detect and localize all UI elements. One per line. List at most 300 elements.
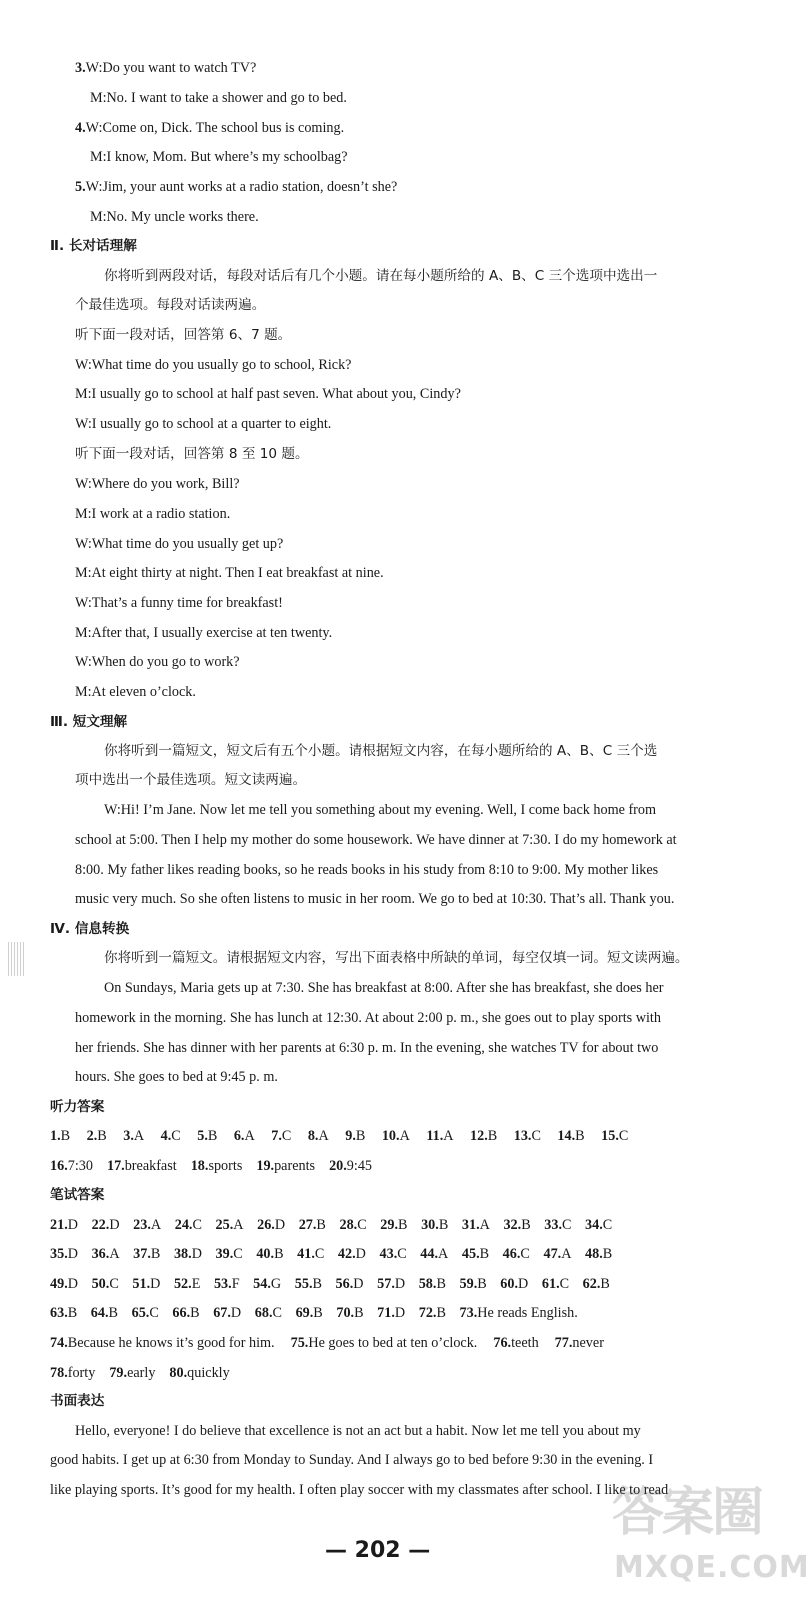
answer-number: 44.	[420, 1246, 439, 1262]
dialog-2-line: M:After that, I usually exercise at ten twenty.	[75, 625, 333, 641]
answer-value: B	[190, 1305, 200, 1321]
listening-answers-heading: 听力答案	[50, 1099, 105, 1115]
answer-item	[174, 1246, 202, 1262]
answer-number: 69.	[295, 1305, 314, 1321]
answer-item	[191, 1158, 243, 1174]
answer-value: 7:30	[67, 1158, 93, 1174]
answer-value: D	[355, 1246, 366, 1262]
answer-value: C	[520, 1246, 530, 1262]
writing-line: like playing sports. It’s good for my health. I often play soccer with my classmates after school. I like to read	[50, 1482, 669, 1498]
answer-number: 30.	[421, 1217, 439, 1233]
answer-item	[50, 1305, 77, 1321]
answer-value: D	[394, 1305, 406, 1321]
answer-number: 55.	[294, 1276, 313, 1292]
dialog-2-line: W:That’s a funny time for breakfast!	[75, 595, 283, 611]
answer-value: B	[60, 1128, 71, 1144]
answer-number: 12.	[470, 1128, 488, 1144]
answer-item	[216, 1246, 243, 1262]
answer-item	[107, 1158, 177, 1174]
answer-value: D	[67, 1217, 78, 1233]
answer-value: B	[97, 1128, 107, 1144]
answer-item	[87, 1128, 107, 1144]
answer-value: early	[127, 1365, 156, 1381]
watermark-logo	[612, 1470, 810, 1598]
answer-number: 22.	[91, 1217, 110, 1233]
answer-value: B	[600, 1276, 610, 1292]
answer-value: B	[438, 1217, 449, 1233]
answer-item	[555, 1335, 604, 1351]
dialog-text: M:No. I want to take a shower and go to bed.	[90, 90, 347, 106]
answer-value: He goes to bed at ten o’clock.	[308, 1335, 478, 1351]
answer-number: 20.	[329, 1158, 347, 1174]
answer-item	[585, 1246, 612, 1262]
answer-value: E	[191, 1276, 201, 1292]
answer-item	[109, 1365, 155, 1381]
answer-value: C	[618, 1128, 629, 1144]
answer-number: 13.	[513, 1128, 532, 1144]
answer-item	[172, 1305, 199, 1321]
answer-value: G	[270, 1276, 282, 1292]
answer-value: B	[354, 1305, 364, 1321]
answer-number: 7.	[271, 1128, 282, 1144]
dialog-2-line: M:At eight thirty at night. Then I eat breakfast at nine.	[75, 565, 384, 581]
dialog-1-line: M:I usually go to school at half past seven. What about you, Cindy?	[75, 386, 461, 402]
answer-item	[380, 1246, 407, 1262]
answer-number: 24.	[174, 1217, 193, 1233]
answer-value: B	[312, 1276, 322, 1292]
answer-number: 72.	[418, 1305, 437, 1321]
answer-value: B	[436, 1305, 446, 1321]
dialog-text: M:No. My uncle works there.	[90, 209, 259, 225]
answer-item	[295, 1276, 322, 1292]
answer-number: 21.	[50, 1217, 68, 1233]
answer-value: B	[487, 1128, 498, 1144]
answer-item	[255, 1305, 282, 1321]
answer-number: 57.	[377, 1276, 395, 1292]
answer-number: 60.	[500, 1276, 519, 1292]
answer-value: D	[518, 1276, 529, 1292]
answer-item	[493, 1335, 538, 1351]
dialog-5-w	[75, 178, 397, 196]
answer-item	[169, 1365, 229, 1381]
answer-number: 1.	[50, 1128, 61, 1144]
dialog-2-intro: 听下面一段对话，回答第 8 至 10 题。	[75, 446, 309, 462]
answer-item	[50, 1158, 93, 1174]
answer-number: 58.	[418, 1276, 437, 1292]
dialog-2-line: W:Where do you work, Bill?	[75, 476, 240, 492]
dialog-3-m	[90, 89, 347, 107]
answer-number: 3.	[123, 1128, 134, 1144]
scan-artifact	[8, 942, 24, 976]
answer-value: D	[353, 1276, 364, 1292]
answer-value: C	[281, 1128, 292, 1144]
answer-item	[92, 1276, 119, 1292]
answer-number: 34.	[585, 1217, 603, 1233]
answer-item	[339, 1217, 366, 1233]
answer-value: B	[274, 1246, 284, 1262]
answer-number: 14.	[557, 1128, 576, 1144]
answer-value: teeth	[511, 1335, 539, 1351]
answer-row	[50, 1334, 620, 1352]
answer-number: 46.	[502, 1246, 521, 1262]
section-4-passage-line: homework in the morning. She has lunch at 12:30. At about 2:00 p. m., she goes out to play sports with	[75, 1010, 661, 1026]
answer-item	[419, 1276, 446, 1292]
answer-number: 10.	[381, 1128, 400, 1144]
answer-item	[585, 1217, 612, 1233]
answer-item	[544, 1217, 571, 1233]
answer-number: 28.	[339, 1217, 358, 1233]
section-4-passage-line: On Sundays, Maria gets up at 7:30. She has breakfast at 8:00. After she has breakfast, she does her	[104, 980, 664, 996]
answer-item	[382, 1128, 410, 1144]
answer-value: A	[479, 1217, 490, 1233]
answer-value: B	[207, 1128, 218, 1144]
answer-item	[514, 1128, 541, 1144]
answer-value: B	[67, 1305, 78, 1321]
answer-item	[271, 1128, 291, 1144]
answer-value: C	[561, 1217, 572, 1233]
section-3-instruction-1: 你将听到一篇短文，短文后有五个小题。请根据短文内容，在每小题所给的 A、B、C 三个选	[104, 743, 658, 759]
answer-number: 9.	[345, 1128, 356, 1144]
answer-item	[419, 1305, 446, 1321]
answer-item	[214, 1276, 240, 1292]
answer-item	[503, 1246, 530, 1262]
answer-value: parents	[274, 1158, 316, 1174]
answer-item	[296, 1305, 323, 1321]
answer-number: 73.	[459, 1305, 478, 1321]
answer-value: D	[67, 1246, 78, 1262]
answer-row	[50, 1216, 626, 1234]
answer-value: B	[108, 1305, 118, 1321]
answer-number: 26.	[257, 1217, 275, 1233]
answer-number: 61.	[541, 1276, 560, 1292]
answer-number: 15.	[601, 1128, 619, 1144]
answer-number: 8.	[307, 1128, 319, 1144]
section-2-heading: Ⅱ. 长对话理解	[50, 238, 137, 254]
answer-number: 75.	[290, 1335, 309, 1351]
answer-item	[92, 1217, 120, 1233]
answer-row	[50, 1364, 244, 1382]
page-number: — 202 —	[325, 1538, 431, 1563]
answer-item	[380, 1217, 407, 1233]
answer-item	[377, 1276, 405, 1292]
answer-item	[503, 1217, 530, 1233]
answer-item	[291, 1335, 478, 1351]
answer-number: 6.	[233, 1128, 245, 1144]
answer-number: 27.	[298, 1217, 317, 1233]
answer-row	[50, 1245, 626, 1263]
answer-value: D	[191, 1246, 202, 1262]
answer-value: Because he knows it’s good for him.	[67, 1335, 275, 1351]
answer-item	[123, 1128, 144, 1144]
answer-item	[421, 1217, 448, 1233]
answer-item	[601, 1128, 628, 1144]
answer-value: D	[230, 1305, 242, 1321]
answer-value: C	[109, 1276, 119, 1292]
answer-value: B	[150, 1246, 161, 1262]
answer-item	[462, 1246, 489, 1262]
answer-item	[50, 1128, 70, 1144]
answer-number: 66.	[172, 1305, 191, 1321]
answer-item	[460, 1305, 578, 1321]
section-3-passage-line: W:Hi! I’m Jane. Now let me tell you something about my evening. Well, I come back home from	[104, 802, 657, 818]
answer-number: 62.	[582, 1276, 601, 1292]
answer-number: 53.	[213, 1276, 232, 1292]
watermark-text: 答案圈	[612, 1483, 763, 1543]
answer-number: 2.	[86, 1128, 98, 1144]
section-3-passage-line: school at 5:00. Then I help my mother do some housework. We have dinner at 7:30. I do my homework at	[75, 832, 677, 848]
dialog-2-line: W:What time do you usually get up?	[75, 536, 284, 552]
section-2-instruction-2: 个最佳选项。每段对话读两遍。	[75, 297, 266, 313]
answer-value: A	[561, 1246, 572, 1262]
answer-value: C	[314, 1246, 325, 1262]
answer-value: C	[192, 1217, 202, 1233]
item-number: 3.	[75, 60, 86, 76]
answer-item	[50, 1246, 78, 1262]
answer-number: 23.	[133, 1217, 151, 1233]
answer-item	[133, 1217, 161, 1233]
dialog-3-w	[75, 59, 256, 77]
answer-item	[308, 1128, 329, 1144]
item-number: 4.	[75, 120, 86, 136]
answer-number: 43.	[379, 1246, 398, 1262]
written-answers-heading: 笔试答案	[50, 1187, 105, 1203]
answer-item	[197, 1128, 217, 1144]
answer-number: 32.	[503, 1217, 522, 1233]
answer-item	[297, 1246, 324, 1262]
answer-number: 80.	[169, 1365, 188, 1381]
answer-number: 74.	[50, 1335, 68, 1351]
section-3-instruction-2: 项中选出一个最佳选项。短文读两遍。	[75, 772, 307, 788]
answer-item	[377, 1305, 405, 1321]
answer-item	[175, 1217, 202, 1233]
answer-number: 71.	[377, 1305, 395, 1321]
answer-value: D	[274, 1217, 286, 1233]
answer-number: 4.	[160, 1128, 172, 1144]
answer-value: C	[559, 1276, 570, 1292]
answer-value: D	[394, 1276, 406, 1292]
answer-value: C	[397, 1246, 407, 1262]
answer-number: 39.	[215, 1246, 234, 1262]
answer-number: 52.	[173, 1276, 192, 1292]
dialog-4-m	[90, 148, 348, 166]
dialog-5-m	[90, 208, 259, 226]
answer-value: C	[272, 1305, 282, 1321]
dialog-4-w	[75, 119, 344, 137]
answer-number: 19.	[256, 1158, 275, 1174]
answer-value: A	[233, 1217, 244, 1233]
answer-item	[161, 1128, 181, 1144]
answer-item	[557, 1128, 584, 1144]
answer-number: 25.	[215, 1217, 234, 1233]
answer-item	[50, 1335, 275, 1351]
answer-value: never	[572, 1335, 604, 1351]
answer-value: B	[355, 1128, 366, 1144]
answer-item	[420, 1246, 448, 1262]
answer-item	[336, 1305, 363, 1321]
answer-item	[256, 1246, 283, 1262]
answer-item	[500, 1276, 528, 1292]
answer-value: A	[318, 1128, 329, 1144]
answer-item	[133, 1246, 160, 1262]
answer-item	[426, 1128, 453, 1144]
writing-heading: 书面表达	[50, 1393, 105, 1409]
answer-number: 11.	[426, 1128, 444, 1144]
answer-value: B	[521, 1217, 531, 1233]
answer-number: 31.	[461, 1217, 480, 1233]
answer-value: D	[67, 1276, 78, 1292]
section-4-heading: Ⅳ. 信息转换	[50, 921, 130, 937]
answer-number: 18.	[190, 1158, 209, 1174]
dialog-2-line: M:I work at a radio station.	[75, 506, 231, 522]
dialog-2-line: M:At eleven o’clock.	[75, 684, 196, 700]
answer-value: A	[109, 1246, 120, 1262]
answer-number: 79.	[109, 1365, 128, 1381]
section-3-heading: Ⅲ. 短文理解	[50, 714, 128, 730]
answer-item	[470, 1128, 497, 1144]
dialog-1-line: W:I usually go to school at a quarter to eight.	[75, 416, 332, 432]
answer-value: C	[171, 1128, 181, 1144]
answer-number: 50.	[91, 1276, 110, 1292]
answer-number: 70.	[336, 1305, 355, 1321]
answer-value: F	[231, 1276, 240, 1292]
answer-number: 54.	[253, 1276, 271, 1292]
dialog-text: W:Jim, your aunt works at a radio station, doesn’t she?	[85, 179, 398, 195]
dialog-text: M:I know, Mom. But where’s my schoolbag?	[90, 149, 348, 165]
answer-value: C	[233, 1246, 243, 1262]
item-number: 5.	[75, 179, 86, 195]
answer-value: forty	[67, 1365, 96, 1381]
answer-number: 76.	[493, 1335, 512, 1351]
answer-value: B	[575, 1128, 585, 1144]
answer-row	[50, 1275, 623, 1293]
answer-value: D	[109, 1217, 120, 1233]
answer-item	[462, 1217, 490, 1233]
answer-item	[257, 1217, 285, 1233]
answer-value: quickly	[187, 1365, 230, 1381]
answer-item	[174, 1276, 200, 1292]
answer-value: B	[313, 1305, 323, 1321]
answer-value: C	[531, 1128, 541, 1144]
answer-number: 5.	[197, 1128, 208, 1144]
answer-item	[253, 1276, 281, 1292]
answer-number: 37.	[133, 1246, 151, 1262]
answer-number: 68.	[254, 1305, 273, 1321]
answer-value: A	[438, 1246, 449, 1262]
answer-item	[50, 1217, 78, 1233]
answer-value: D	[150, 1276, 161, 1292]
answer-row	[50, 1304, 591, 1322]
answer-number: 33.	[544, 1217, 562, 1233]
section-3-passage-line: 8:00. My father likes reading books, so he reads books in his study from 8:10 to 9:00. My mother likes	[75, 862, 659, 878]
answer-value: B	[398, 1217, 408, 1233]
section-3-passage-line: music very much. So she often listens to music in her room. We go to bed at 10:30. That’s all. Thank you.	[75, 891, 675, 907]
answer-value: A	[150, 1217, 162, 1233]
answer-item	[213, 1305, 241, 1321]
dialog-text: W:Do you want to watch TV?	[85, 60, 257, 76]
answer-number: 40.	[256, 1246, 275, 1262]
answer-number: 49.	[50, 1276, 68, 1292]
answer-number: 63.	[50, 1305, 68, 1321]
answer-item	[460, 1276, 487, 1292]
answer-number: 17.	[106, 1158, 125, 1174]
answer-number: 41.	[297, 1246, 315, 1262]
section-4-instruction: 你将听到一篇短文。请根据短文内容，写出下面表格中所缺的单词，每空仅填一词。短文读两遍。	[104, 950, 689, 966]
answer-value: A	[443, 1128, 454, 1144]
answer-value: A	[133, 1128, 145, 1144]
section-2-instruction-1: 你将听到两段对话，每段对话后有几个小题。请在每小题所给的 A、B、C 三个选项中选出一	[104, 268, 658, 284]
answer-number: 78.	[50, 1365, 68, 1381]
answer-value: He reads English.	[477, 1305, 578, 1321]
answer-item	[338, 1246, 366, 1262]
answer-item	[234, 1128, 255, 1144]
answer-number: 56.	[335, 1276, 354, 1292]
dialog-1-intro: 听下面一段对话，回答第 6、7 题。	[75, 327, 292, 343]
answer-item	[50, 1276, 78, 1292]
answer-number: 38.	[173, 1246, 192, 1262]
answer-value: A	[244, 1128, 255, 1144]
answer-number: 51.	[132, 1276, 151, 1292]
answer-value: C	[602, 1217, 613, 1233]
answer-number: 77.	[554, 1335, 573, 1351]
answer-value: B	[477, 1276, 487, 1292]
section-4-passage-line: hours. She goes to bed at 9:45 p. m.	[75, 1069, 278, 1085]
answer-item	[542, 1276, 569, 1292]
answer-value: C	[357, 1217, 367, 1233]
answer-number: 42.	[337, 1246, 356, 1262]
answer-item	[329, 1158, 372, 1174]
dialog-2-line: W:When do you go to work?	[75, 654, 240, 670]
answer-value: B	[602, 1246, 613, 1262]
answer-item	[132, 1276, 160, 1292]
writing-line: Hello, everyone! I do believe that excellence is not an act but a habit. Now let me tell you about my	[75, 1423, 641, 1439]
answer-value: B	[316, 1217, 326, 1233]
answer-number: 29.	[380, 1217, 399, 1233]
answer-number: 65.	[131, 1305, 150, 1321]
answer-item	[132, 1305, 159, 1321]
watermark-url: MXQE.COM	[614, 1550, 810, 1585]
answer-value: B	[479, 1246, 490, 1262]
answer-item	[256, 1158, 315, 1174]
answer-value: sports	[208, 1158, 243, 1174]
answer-value: 9:45	[346, 1158, 373, 1174]
answer-item	[583, 1276, 610, 1292]
answer-item	[92, 1246, 120, 1262]
answer-item	[543, 1246, 571, 1262]
writing-line: good habits. I get up at 6:30 from Monday to Sunday. And I always go to bed before 9:30 in the evening. I	[50, 1452, 654, 1468]
answer-value: B	[436, 1276, 446, 1292]
dialog-text: W:Come on, Dick. The school bus is coming.	[85, 120, 345, 136]
answer-item	[336, 1276, 364, 1292]
answer-value: A	[399, 1128, 410, 1144]
answer-item	[50, 1365, 95, 1381]
answer-number: 67.	[213, 1305, 231, 1321]
answer-row	[50, 1127, 645, 1145]
answer-number: 45.	[461, 1246, 480, 1262]
answer-value: breakfast	[124, 1158, 177, 1174]
answer-number: 48.	[585, 1246, 603, 1262]
answer-item	[216, 1217, 244, 1233]
dialog-1-line: W:What time do you usually go to school, Rick?	[75, 357, 352, 373]
answer-row	[50, 1157, 386, 1175]
answer-number: 16.	[50, 1158, 68, 1174]
answer-item	[345, 1128, 365, 1144]
answer-number: 64.	[90, 1305, 109, 1321]
answer-number: 35.	[50, 1246, 68, 1262]
answer-number: 59.	[459, 1276, 478, 1292]
answer-number: 47.	[543, 1246, 562, 1262]
answer-number: 36.	[91, 1246, 110, 1262]
section-4-passage-line: her friends. She has dinner with her parents at 6:30 p. m. In the evening, she watches TV for about two	[75, 1040, 659, 1056]
